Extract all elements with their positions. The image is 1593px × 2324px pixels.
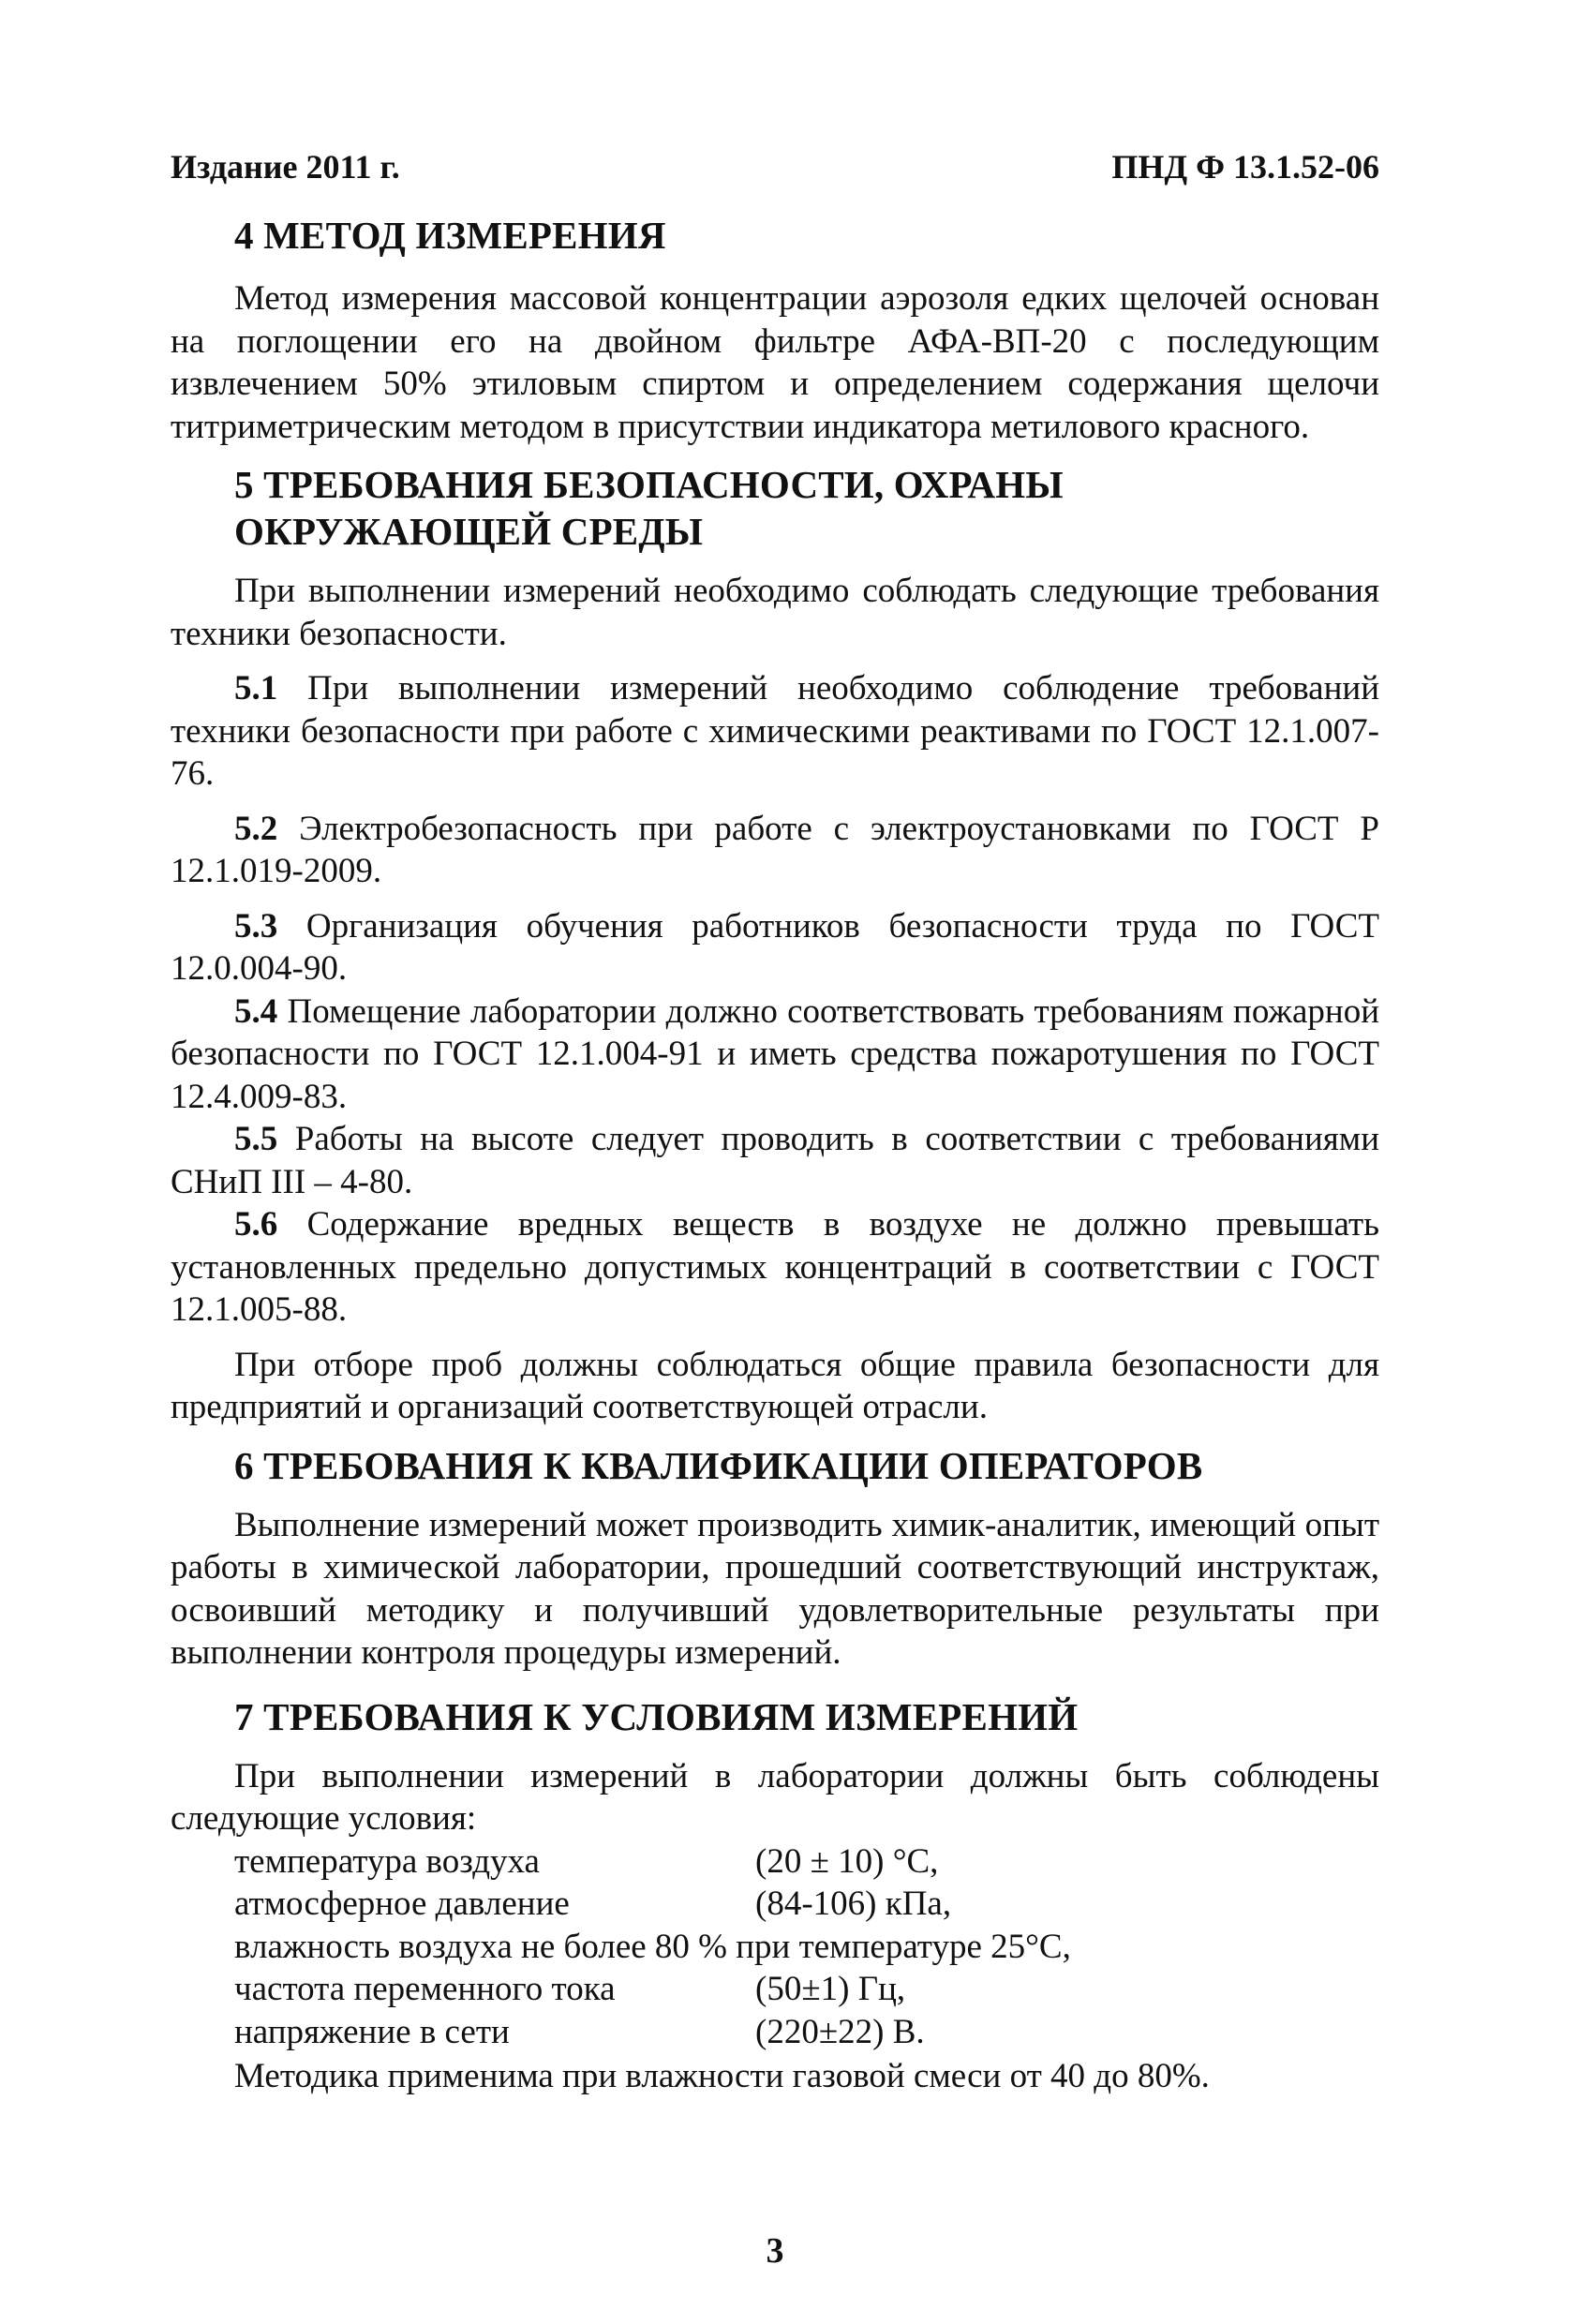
section-4-title: 4 МЕТОД ИЗМЕРЕНИЯ <box>234 214 666 257</box>
section-5-outro: При отборе проб должны соблюдаться общие правила безопасности для предприятий и организаций соответствующей отрасли. <box>171 1345 1379 1426</box>
condition-row <box>234 1968 1379 2011</box>
item-text: Содержание вредных веществ в воздухе не должно превышать установленных предельно допустимых концентраций в соответствии с ГОСТ 12.1.005-88. <box>171 1205 1379 1329</box>
page-number: 3 <box>766 2231 784 2271</box>
section-5-title-line2: ОКРУЖАЮЩЕЙ СРЕДЫ <box>234 510 704 553</box>
item-5-3 <box>171 905 1379 991</box>
condition-row <box>234 1840 1379 1884</box>
section-6-text: Выполнение измерений может производить химик-аналитик, имеющий опыт работы в химической лаборатории, прошедший соответствующий инструктаж, освоивший методику и получивший удовлетворительные результаты при выполнении контроля процедуры измерений. <box>171 1505 1379 1672</box>
item-number: 5.4 <box>234 991 278 1031</box>
condition-value: (20 ± 10) °С, <box>755 1841 939 1881</box>
item-text: Организация обучения работников безопасности труда по ГОСТ 12.0.004-90. <box>171 906 1379 988</box>
condition-row <box>234 1883 1379 1926</box>
page-header <box>171 141 1379 193</box>
condition-label: температура воздуха <box>234 1841 540 1881</box>
item-5-2 <box>171 808 1379 893</box>
conditions-list <box>171 1840 1379 2098</box>
item-5-5 <box>171 1118 1379 1203</box>
section-7-title: 7 ТРЕБОВАНИЯ К УСЛОВИЯМ ИЗМЕРЕНИЙ <box>234 1694 1079 1738</box>
section-5-intro: При выполнении измерений необходимо соблюдать следующие требования техники безопасности. <box>171 572 1379 653</box>
item-number: 5.3 <box>234 906 278 946</box>
condition-value: (220±22) В. <box>755 2012 925 2051</box>
section-7-intro: При выполнении измерений в лаборатории должны быть соблюдены следующие условия: <box>171 1756 1379 1838</box>
condition-value: (84-106) кПа, <box>755 1885 952 1923</box>
item-text: Работы на высоте следует проводить в соответствии с требованиями СНиП III – 4-80. <box>171 1120 1379 1201</box>
item-text: При выполнении измерений необходимо соблюдение требований техники безопасности при работе с химическими реактивами по ГОСТ 12.1.007-76. <box>171 669 1379 793</box>
item-number: 5.1 <box>234 669 278 708</box>
section-7-final-note: Методика применима при влажности газовой смеси от 40 до 80%. <box>234 2057 1210 2095</box>
item-text: Электробезопасность при работе с электроустановками по ГОСТ Р 12.1.019-2009. <box>171 809 1379 890</box>
section-4-text: Метод измерения массовой концентрации аэрозоля едких щелочей основан на поглощении его на двойном фильтре АФА-ВП-20 с последующим извлечением 50% этиловым спиртом и определением содержания щелочи титриметрическим методом в присутствии индикатора метилового красного. <box>171 279 1379 446</box>
section-6-title: 6 ТРЕБОВАНИЯ К КВАЛИФИКАЦИИ ОПЕРАТОРОВ <box>234 1443 1203 1487</box>
document-page <box>171 141 1379 2271</box>
condition-row <box>234 2011 1379 2054</box>
section-5-title-line1: 5 ТРЕБОВАНИЯ БЕЗОПАСНОСТИ, ОХРАНЫ <box>234 463 1064 506</box>
item-5-6 <box>171 1203 1379 1332</box>
item-text: Помещение лаборатории должно соответствовать требованиям пожарной безопасности по ГОСТ 12.1.004-91 и иметь средства пожаротушения по ГОСТ 12.4.009-83. <box>171 991 1379 1116</box>
condition-label: атмосферное давление <box>234 1885 570 1923</box>
condition-value: (50±1) Гц, <box>755 1970 906 2008</box>
document-code: ПНД Ф 13.1.52-06 <box>1111 148 1379 186</box>
item-number: 5.6 <box>234 1205 278 1244</box>
condition-label: влажность воздуха не более 80 % при температуре 25°С, <box>234 1927 1071 1966</box>
condition-row <box>234 1926 1379 1969</box>
condition-label: напряжение в сети <box>234 2012 510 2051</box>
section-5-title <box>171 461 1379 555</box>
edition-label: Издание 2011 г. <box>171 148 400 186</box>
condition-label: частота переменного тока <box>234 1970 616 2008</box>
item-number: 5.2 <box>234 809 278 848</box>
item-number: 5.5 <box>234 1120 278 1158</box>
item-5-4 <box>171 991 1379 1119</box>
item-5-1 <box>171 667 1379 796</box>
